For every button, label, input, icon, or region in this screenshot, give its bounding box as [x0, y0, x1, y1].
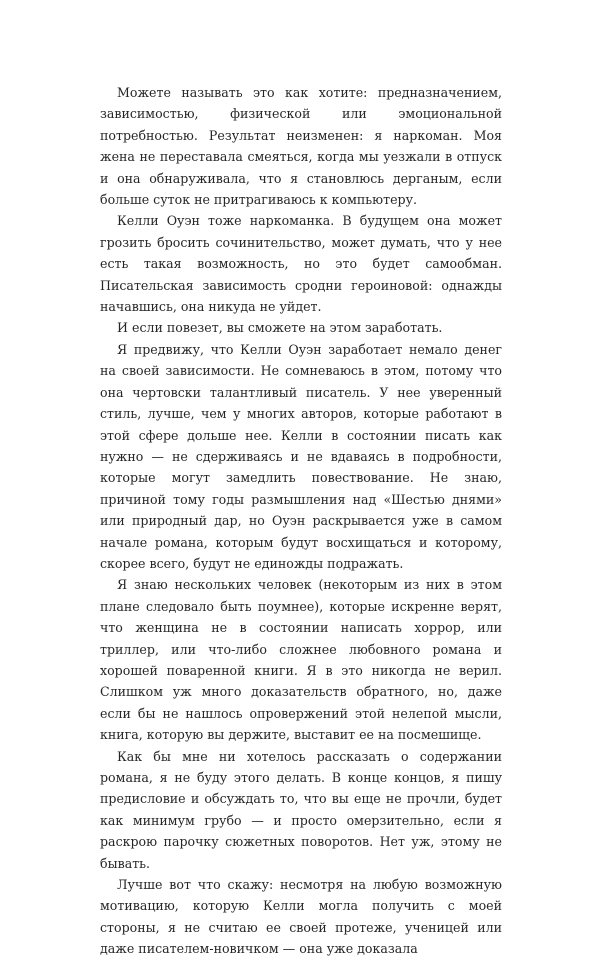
paragraph: Можете называть это как хотите: предназначением, зависимостью, физической или эмоциональной потребностью. Результат неизменен: я наркоман. Моя жена не переставала смеяться, когда мы уезжали в отпуск и она обнаруживала, что я становлюсь дерганым, если больше суток не притрагиваюсь к компьютеру. [100, 85, 502, 208]
paragraph: И если повезет, вы сможете на этом заработать. [117, 320, 443, 336]
paragraph: Я предвижу, что Келли Оуэн заработает немало денег на своей зависимости. Не сомневаюсь в этом, потому что она чертовски талантливый писатель. У нее уверенный стиль, лучше, чем у многих авторов, которые работают в этой сфере дольше нее. Келли в состоянии писать как нужно — не сдерживаясь и не вдаваясь в подробности, которые могут замедлить повествование. Не знаю, причиной тому годы размышления над «Шестью днями» или природный дар, но Оуэн раскрывается уже в самом начале романа, которым будут восхищаться и которому, скорее всего, будут не единожды подражать. [100, 341, 502, 571]
paragraph: Лучше вот что скажу: несмотря на любую возможную мотивацию, которую Келли могла получить с моей стороны, я не считаю ее своей протеже, ученицей или даже писателем-новичком — она уже доказала [100, 877, 502, 957]
paragraph: Келли Оуэн тоже наркоманка. В будущем она может грозить бросить сочинительство, может думать, что у нее есть такая возможность, но это будет самообман. Писательская зависимость сродни героиновой: однажды начавшись, она никуда не уйдет. [100, 213, 502, 315]
body-text [100, 82, 502, 960]
paragraph: Я знаю нескольких человек (некоторым из них в этом плане следовало быть поумнее), которые искренне верят, что женщина не в состоянии написать хоррор, или триллер, или что-либо сложнее любовного романа и хорошей поваренной книги. Я в это никогда не верил. Слишком уж много доказательств обратного, но, даже если бы не нашлось опровержений этой нелепой мысли, книга, которую вы держите, выставит ее на посмешище. [100, 577, 502, 743]
paragraph: Как бы мне ни хотелось рассказать о содержании романа, я не буду этого делать. В конце концов, я пишу предисловие и обсуждать то, что вы еще не прочли, будет как минимум грубо — и просто омерзительно, если я раскрою парочку сюжетных поворотов. Нет уж, этому не бывать. [100, 748, 502, 871]
